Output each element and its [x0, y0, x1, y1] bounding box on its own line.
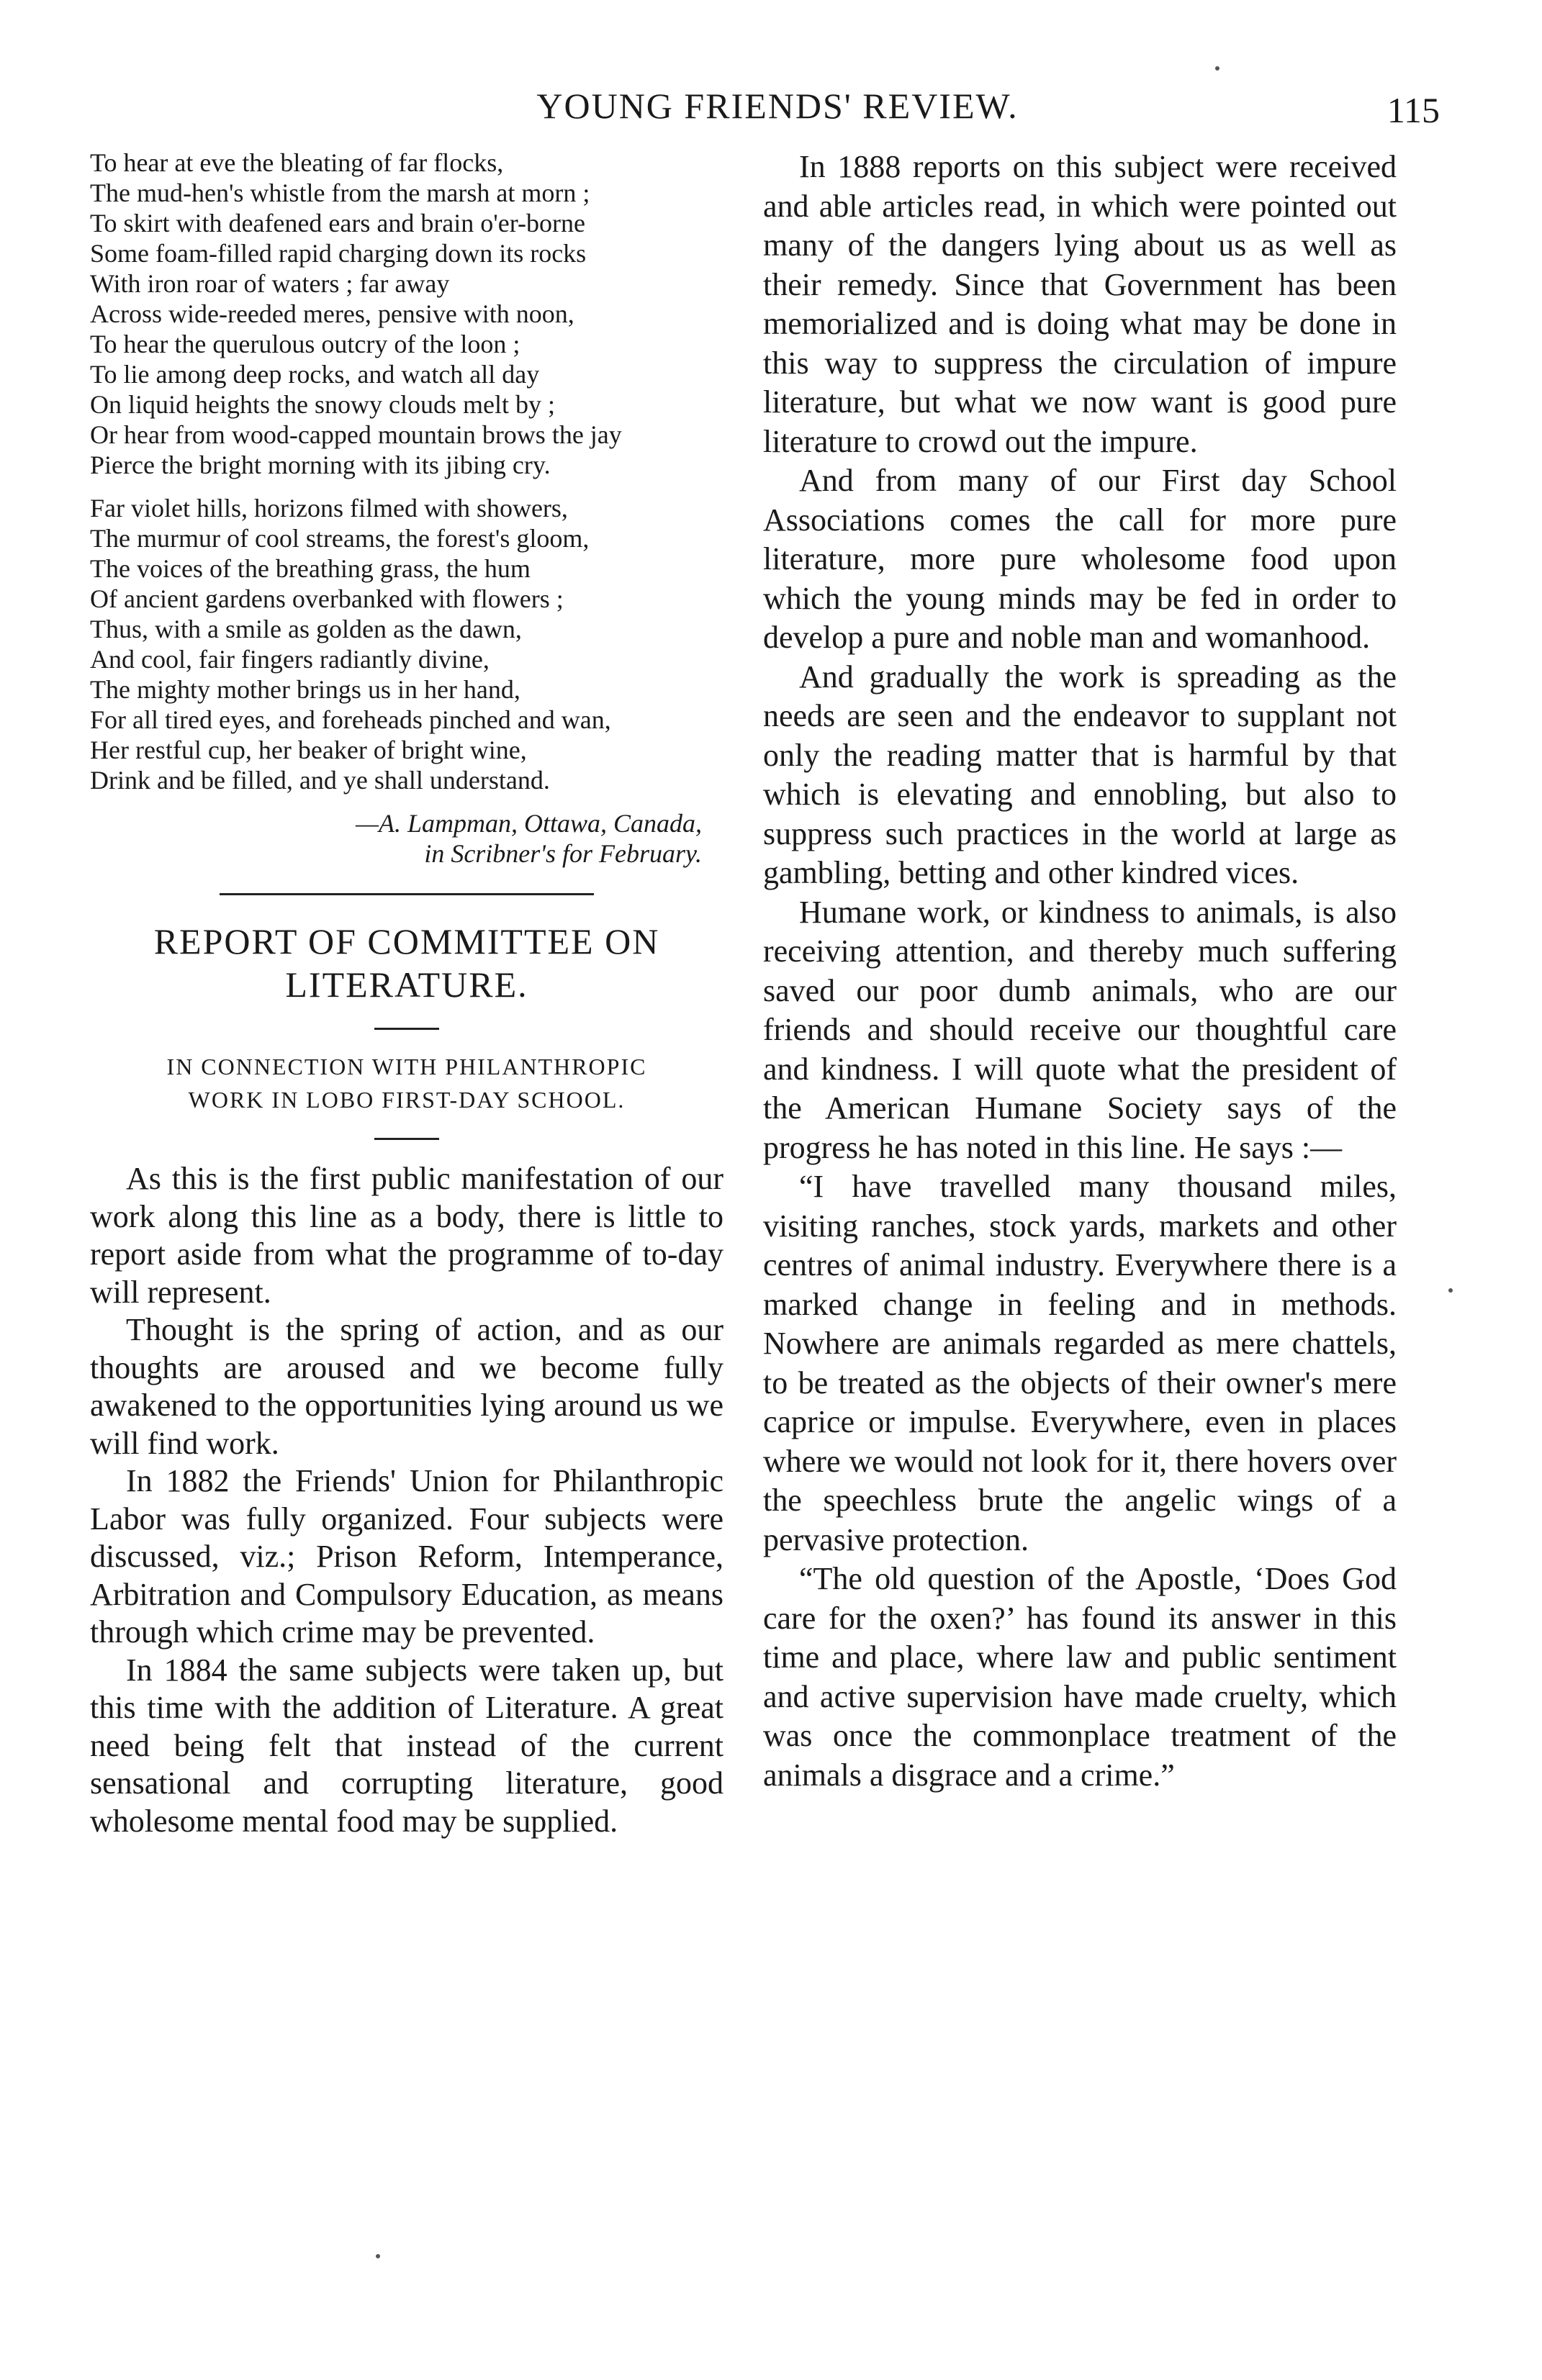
paragraph: And gradually the work is spreading as the needs are seen and the endeavor to supplant not only the reading matter that is harmful by that which is elevating and ennobling, but also to suppress such practices in the world at large as gambling, betting and other kindred vices. [763, 659, 1397, 890]
paragraph: Thought is the spring of action, and as our thoughts are aroused and we become fully awakened to the opportunities lying around us we will find work. [90, 1312, 723, 1461]
poem-line: The mighty mother brings us in her hand, [90, 675, 520, 704]
poem-line: With iron roar of waters ; far away [90, 269, 450, 298]
poem-line: Pierce the bright morning with its jibing cry. [90, 451, 551, 479]
paragraph: “I have travelled many thousand miles, visiting ranches, stock yards, markets and other centres of animal industry. Everywhere there is a marked change in feeling and in methods. Nowhere are animals regarded as mere chattels, to be treated as the objects of their owner's mere caprice or impulse. Everywhere, even in places where we would not look for it, there hovers over the speechless brute the angelic wings of a pervasive protection. [763, 1169, 1397, 1557]
poem-line: The voices of the breathing grass, the hum [90, 554, 531, 583]
poem-line: The murmur of cool streams, the forest's gloom, [90, 524, 590, 553]
paragraph: In 1882 the Friends' Union for Philanthropic Labor was fully organized. Four subjects were discussed, viz.; Prison Reform, Intemperance, Arbitration and Compulsory Education, as means through which crime may be prevented. [90, 1463, 723, 1650]
print-speck [1448, 1288, 1453, 1293]
poem-line: And cool, fair fingers radiantly divine, [90, 645, 490, 674]
paragraph: In 1888 reports on this subject were received and able articles read, in which were pointed out many of the dangers lying about us as well as their remedy. Since that Government has been memorialized and is doing what may be done in this way to suppress the circulation of impure literature, but what we now want is good pure literature to crowd out the impure. [763, 149, 1397, 459]
report-body-right [763, 148, 1397, 1795]
subtitle-rule [374, 1138, 439, 1140]
poem-line: Her restful cup, her beaker of bright wine, [90, 736, 527, 764]
report-body-left [90, 1160, 723, 1840]
print-speck [376, 2254, 380, 2258]
poem-line: To lie among deep rocks, and watch all day [90, 360, 540, 389]
attribution-author: —A. Lampman, Ottawa, Canada, [355, 809, 702, 838]
page-header [86, 79, 1469, 130]
poem-line: Drink and be filled, and ye shall understand. [90, 766, 550, 795]
poem-line: Across wide-reeded meres, pensive with noon, [90, 299, 574, 328]
report-title: REPORT OF COMMITTEE ON LITERATURE. [153, 921, 660, 1005]
paragraph: And from many of our First day School Associations comes the call for more pure literature, more pure wholesome food upon which the young minds may be fed in order to develop a pure and noble man and womanhood. [763, 463, 1397, 655]
paragraph: Humane work, or kindness to animals, is also receiving attention, and thereby much suffering saved our poor dumb animals, who are our friends and should receive our thoughtful care and kindness. I will quote what the president of the American Humane Society says of the progress he has noted in this line. He says :— [763, 894, 1397, 1165]
page-number: 115 [1387, 90, 1440, 130]
paragraph: “The old question of the Apostle, ‘Does God care for the oxen?’ has found its answer in this time and place, where law and public sentiment and active supervision have made cruelty, which was once the commonplace treatment of the animals a disgrace and a crime.” [763, 1561, 1397, 1793]
report-subtitle [90, 1050, 723, 1116]
print-speck [1215, 66, 1219, 71]
poem-line: The mud-hen's whistle from the marsh at morn ; [90, 178, 590, 207]
poem-line: Some foam-filled rapid charging down its rocks [90, 239, 587, 268]
poem-line: Of ancient gardens overbanked with flowers ; [90, 584, 564, 613]
left-column [90, 148, 723, 1840]
running-head: YOUNG FRIENDS' REVIEW. [536, 86, 1019, 126]
poem-line: To skirt with deafened ears and brain o'er-borne [90, 209, 585, 237]
poem-line: On liquid heights the snowy clouds melt by ; [90, 390, 555, 419]
poem-line: Or hear from wood-capped mountain brows the jay [90, 420, 622, 449]
poem-stanza [90, 493, 723, 795]
poem-stanza [90, 148, 723, 480]
poem-attribution [90, 808, 723, 869]
attribution-source: in Scribner's for February. [424, 839, 702, 868]
poem-line: Thus, with a smile as golden as the dawn, [90, 615, 522, 643]
poem-line: For all tired eyes, and foreheads pinched and wan, [90, 705, 611, 734]
poem [90, 148, 723, 869]
title-rule [374, 1028, 439, 1030]
right-column [763, 148, 1397, 1795]
section-divider [220, 893, 594, 895]
subtitle-line: WORK IN LOBO FIRST-DAY SCHOOL. [188, 1087, 626, 1113]
poem-line: Far violet hills, horizons filmed with showers, [90, 494, 568, 522]
paragraph: As this is the first public manifestation of our work along this line as a body, there is little to report aside from what the programme of to-day will represent. [90, 1161, 723, 1310]
paragraph: In 1884 the same subjects were taken up, but this time with the addition of Literature. A great need being felt that instead of the current sensational and corrupting literature, good wholesome mental food may be supplied. [90, 1652, 723, 1839]
poem-line: To hear at eve the bleating of far flocks, [90, 148, 504, 177]
poem-line: To hear the querulous outcry of the loon ; [90, 330, 520, 358]
subtitle-line: IN CONNECTION WITH PHILANTHROPIC [166, 1054, 647, 1080]
